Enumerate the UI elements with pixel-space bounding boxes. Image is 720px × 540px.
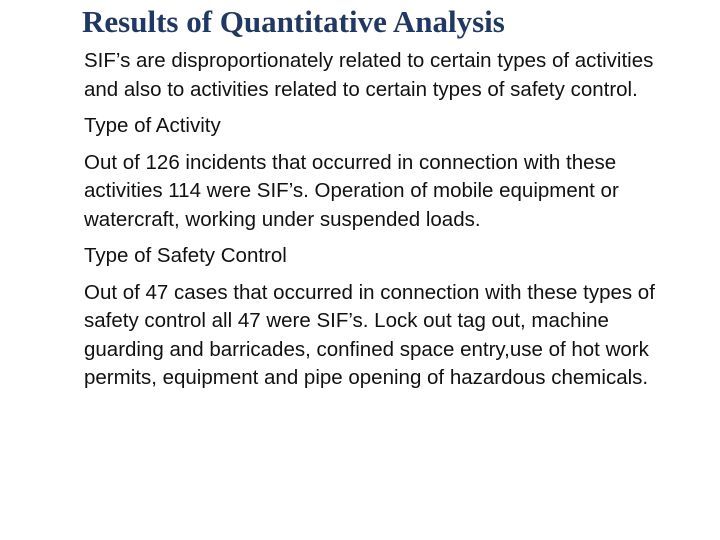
slide-title: Results of Quantitative Analysis: [82, 4, 505, 39]
safety-control-heading: Type of Safety Control: [84, 244, 287, 267]
activity-heading: Type of Activity: [84, 114, 221, 137]
activity-paragraph: Out of 126 incidents that occurred in connection with these activities 114 were SIF’s. Operation of mobile equipment or watercraft, working under suspended loads.: [84, 150, 619, 231]
intro-paragraph: SIF’s are disproportionately related to certain types of activities and also to activities related to certain types of safety control.: [84, 49, 654, 101]
slide-body: [84, 47, 684, 393]
safety-control-paragraph: Out of 47 cases that occurred in connection with these types of safety control all 47 were SIF’s. Lock out tag out, machine guarding and barricades, confined space entry,use of hot work permits, equipment and pipe opening of hazardous chemicals.: [84, 280, 655, 389]
